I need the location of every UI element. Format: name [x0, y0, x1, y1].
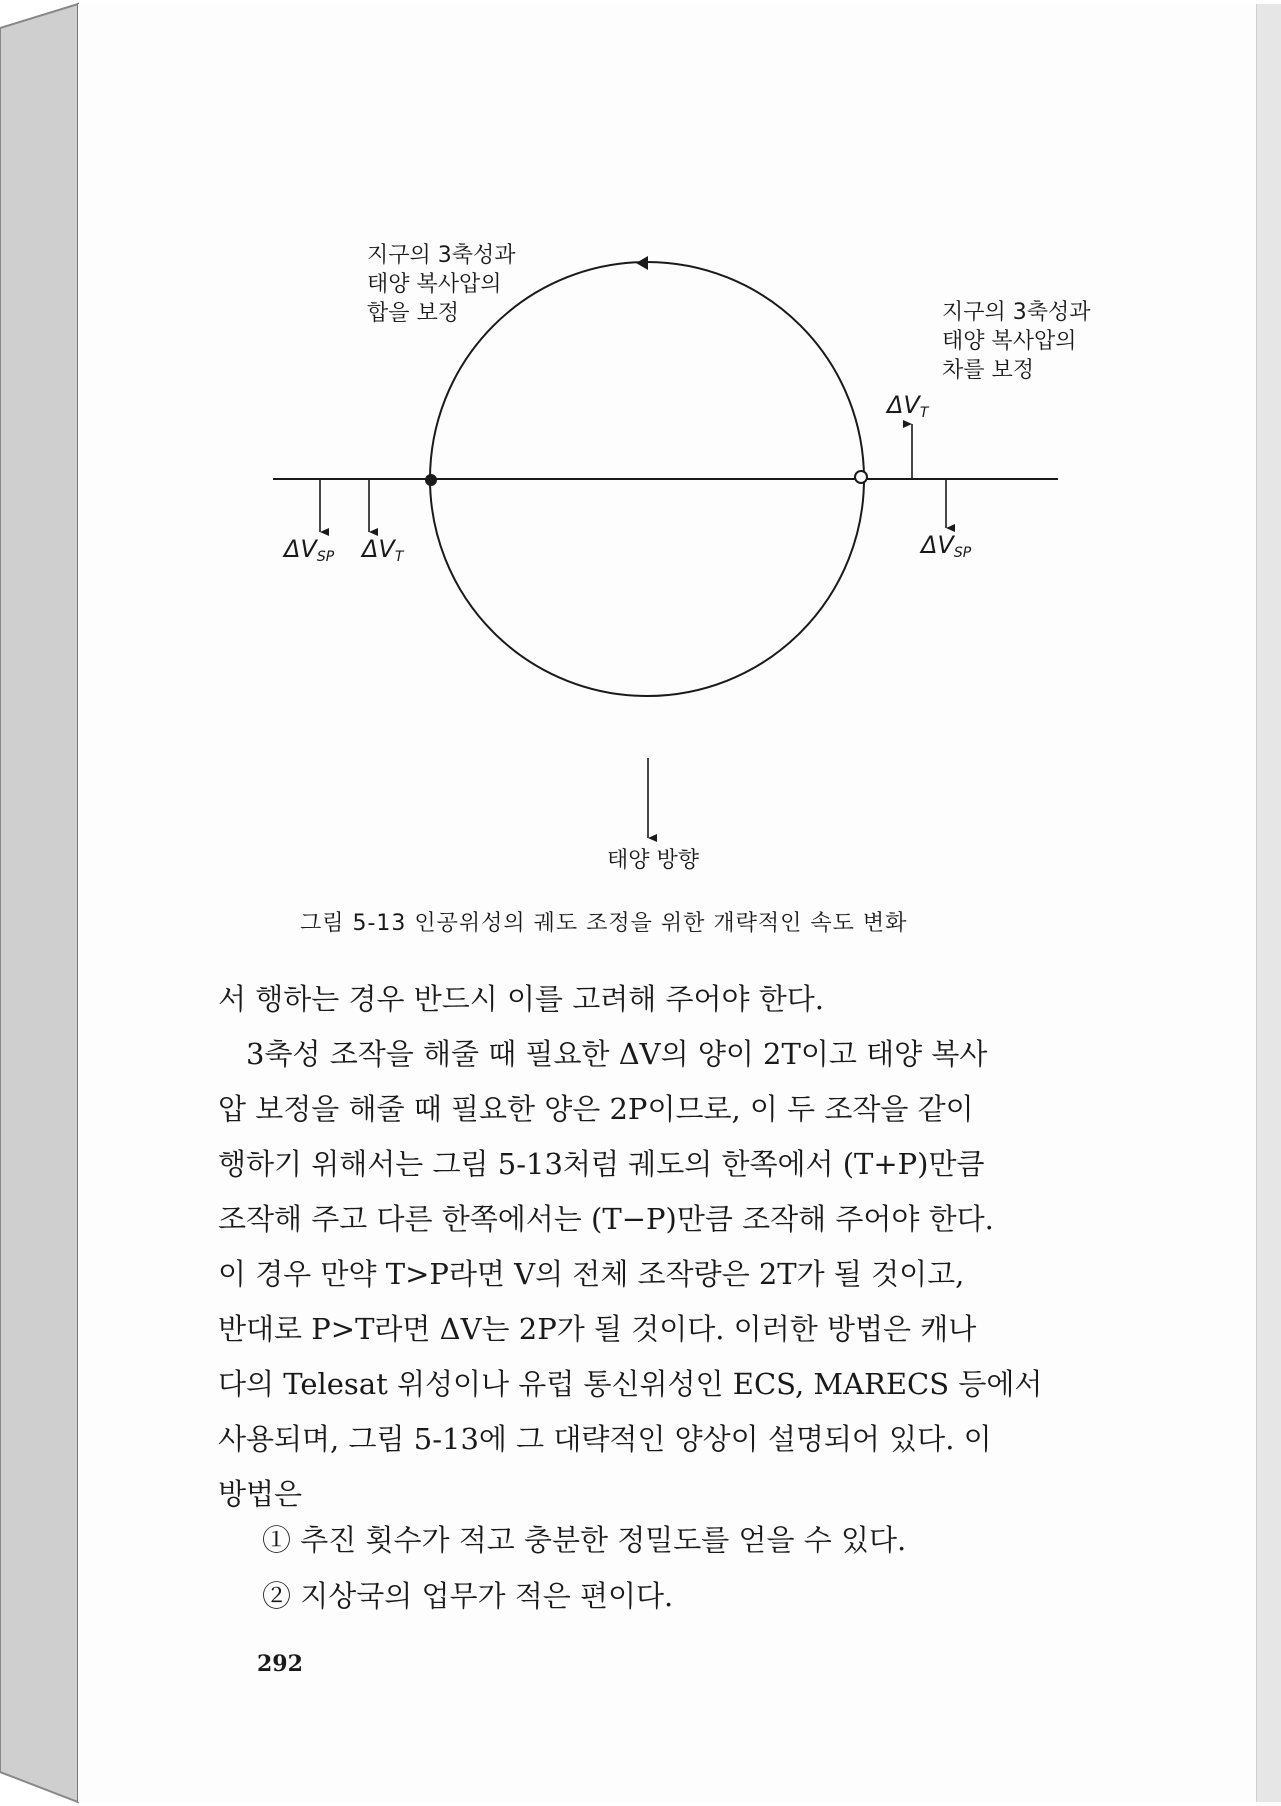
label-left-top-line3: 합을 보정 — [367, 301, 460, 326]
body-text — [218, 972, 1118, 1522]
body-line: 이 경우 만약 T>P라면 V의 전체 조작량은 2T가 될 것이고, — [218, 1257, 965, 1291]
body-line: 방법은 — [218, 1477, 303, 1511]
list-item: ② 지상국의 업무가 적은 편이다. — [262, 1579, 674, 1613]
dv-t-right-label: ΔVT — [887, 391, 929, 421]
body-line: 사용되며, 그림 5-13에 그 대략적인 양상이 설명되어 있다. 이 — [218, 1422, 992, 1456]
dv-sp-left-label: ΔVSP — [284, 535, 335, 565]
left-node — [425, 474, 437, 486]
body-line: 조작해 주고 다른 한쪽에서는 (T−P)만큼 조작해 주어야 한다. — [218, 1202, 994, 1236]
dv-t-left-label: ΔVT — [362, 535, 404, 565]
page-number: 292 — [257, 1651, 303, 1677]
label-left-top-line2: 태양 복사압의 — [367, 272, 502, 297]
right-node — [855, 471, 867, 483]
numbered-list — [262, 1512, 906, 1624]
list-item: ① 추진 횟수가 적고 충분한 정밀도를 얻을 수 있다. — [262, 1523, 907, 1557]
label-left-top-line1: 지구의 3축성과 — [367, 243, 516, 268]
orbit-direction-arrow — [636, 256, 648, 270]
body-line: 3축성 조작을 해줄 때 필요한 ΔV의 양이 2T이고 태양 복사 — [246, 1037, 988, 1071]
dv-sp-right-label: ΔVSP — [921, 531, 972, 561]
label-right-top-line3: 차를 보정 — [942, 358, 1035, 383]
body-line: 반대로 P>T라면 ΔV는 2P가 될 것이다. 이러한 방법은 캐나 — [218, 1312, 977, 1346]
label-right-top-line1: 지구의 3축성과 — [942, 300, 1091, 325]
body-line: 압 보정을 해줄 때 필요한 양은 2P이므로, 이 두 조작을 같이 — [218, 1092, 974, 1126]
body-line: 다의 Telesat 위성이나 유럽 통신위성인 ECS, MARECS 등에서 — [218, 1367, 1043, 1401]
orbit-diagram — [0, 0, 1281, 900]
sun-direction-label: 태양 방향 — [607, 848, 700, 873]
body-line: 행하기 위해서는 그림 5-13처럼 궤도의 한쪽에서 (T+P)만큼 — [218, 1147, 985, 1181]
body-line: 서 행하는 경우 반드시 이를 고려해 주어야 한다. — [218, 982, 825, 1016]
label-right-top-line2: 태양 복사압의 — [942, 329, 1077, 354]
figure-caption: 그림 5-13 인공위성의 궤도 조정을 위한 개략적인 속도 변화 — [300, 911, 908, 936]
